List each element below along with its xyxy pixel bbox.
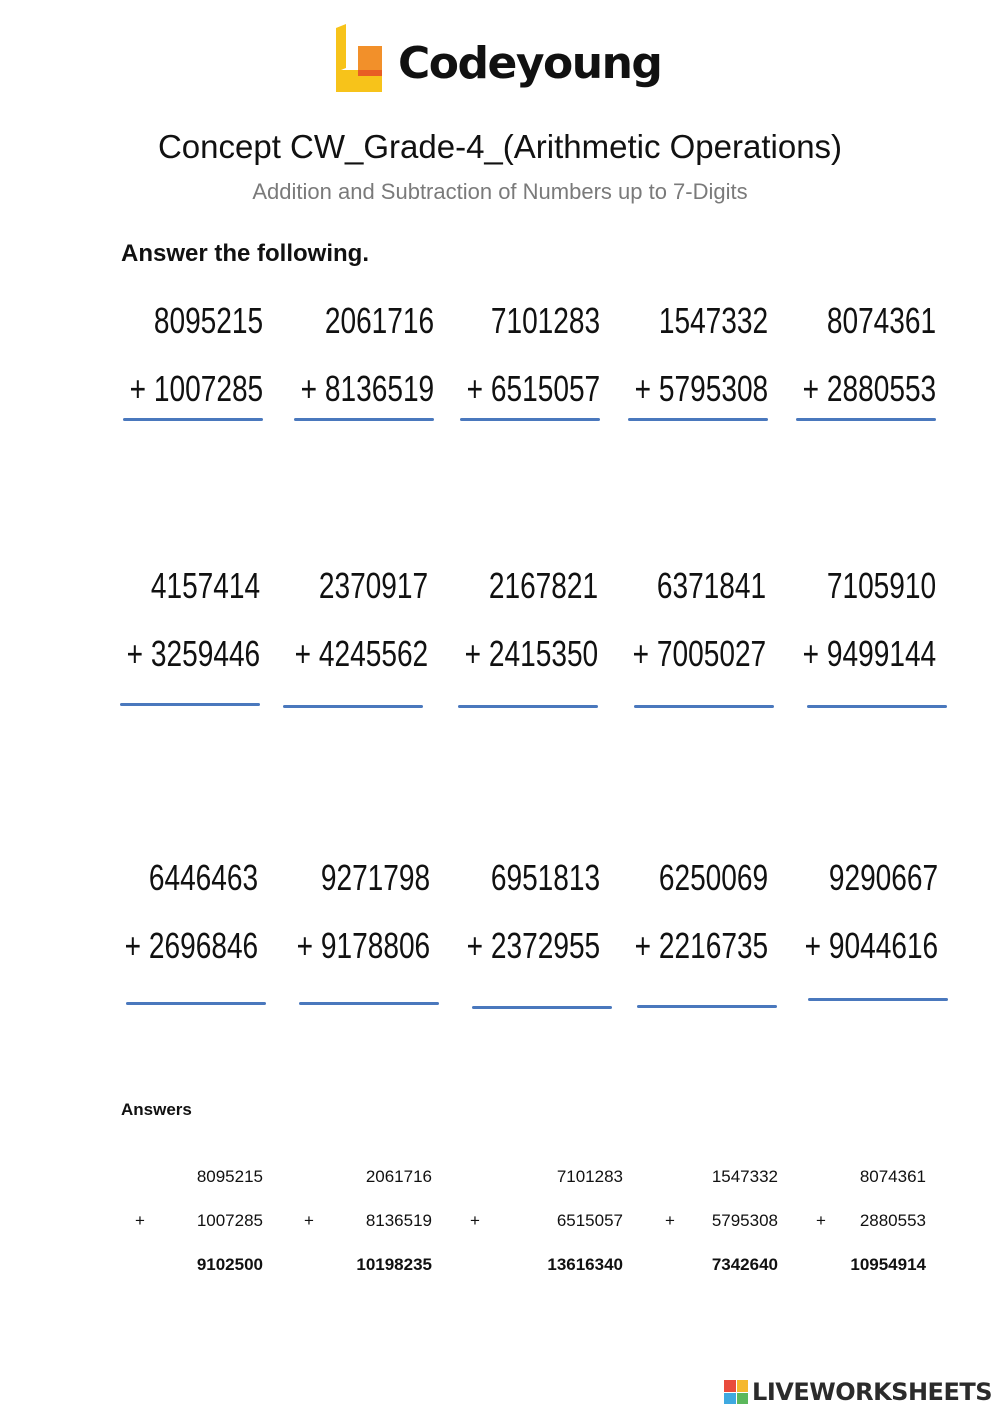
problem-13 [460, 857, 610, 987]
problem-top-number: 1547332 [658, 300, 768, 341]
problem-bottom-number: + 2880553 [802, 368, 936, 409]
answer-line[interactable] [637, 1005, 777, 1008]
problem-bottom-number: + 6515057 [466, 368, 600, 409]
answer-line[interactable] [299, 1002, 439, 1005]
problem-12 [290, 857, 440, 987]
answer-addend-a: 7101283 [556, 1167, 623, 1186]
problem-bottom-number: + 3259446 [126, 633, 260, 674]
liveworksheets-logo-icon [724, 1380, 748, 1404]
problem-bottom-number: + 5795308 [634, 368, 768, 409]
answer-addend-a: 2061716 [365, 1167, 432, 1186]
answer-line[interactable] [472, 1006, 612, 1009]
problem-8 [458, 565, 608, 695]
problem-14 [628, 857, 778, 987]
answer-line[interactable] [458, 705, 598, 708]
problem-bottom-number: + 9178806 [296, 925, 430, 966]
liveworksheets-brand: LIVEWORKSHEETS [752, 1378, 992, 1406]
answer-addend-b: 5795308 [711, 1211, 778, 1230]
problem-bottom-number: + 2372955 [466, 925, 600, 966]
answer-sum: 10954914 [850, 1255, 926, 1274]
problem-4 [628, 300, 778, 430]
codeyoung-logo [332, 24, 672, 104]
problem-top-number: 7105910 [826, 565, 936, 606]
problem-bottom-number: + 9499144 [802, 633, 936, 674]
answer-line[interactable] [283, 705, 423, 708]
problem-bottom-number: + 2216735 [634, 925, 768, 966]
answer-addend-a: 8095215 [196, 1167, 263, 1186]
answer-plus-sign: + [135, 1211, 145, 1230]
answer-addend-b: 6515057 [556, 1211, 623, 1230]
answer-sum: 9102500 [196, 1255, 263, 1274]
answer-line[interactable] [796, 418, 936, 421]
answer-line[interactable] [123, 418, 263, 421]
answer-plus-sign: + [665, 1211, 675, 1230]
problem-top-number: 8095215 [153, 300, 263, 341]
answer-plus-sign: + [816, 1211, 826, 1230]
problem-top-number: 2167821 [488, 565, 598, 606]
problem-top-number: 4157414 [150, 565, 260, 606]
page-subtitle: Addition and Subtraction of Numbers up to 7-Digits [252, 179, 748, 204]
problem-3 [460, 300, 610, 430]
answer-addend-a: 1547332 [711, 1167, 778, 1186]
problem-bottom-number: + 9044616 [804, 925, 938, 966]
problem-bottom-number: + 2696846 [124, 925, 258, 966]
codeyoung-logo-icon [332, 24, 388, 96]
answer-line[interactable] [807, 705, 947, 708]
problem-top-number: 7101283 [490, 300, 600, 341]
instruction-text: Answer the following. [121, 240, 370, 267]
problem-11 [118, 857, 268, 987]
problem-top-number: 9290667 [828, 857, 938, 898]
problem-2 [294, 300, 444, 430]
answer-sum: 13616340 [547, 1255, 623, 1274]
answer-addend-b: 2880553 [859, 1211, 926, 1230]
problem-top-number: 9271798 [320, 857, 430, 898]
answer-line[interactable] [126, 1002, 266, 1005]
problem-6 [120, 565, 270, 695]
answer-addend-a: 8074361 [859, 1167, 926, 1186]
problem-bottom-number: + 7005027 [632, 633, 766, 674]
answer-line[interactable] [120, 703, 260, 706]
problem-bottom-number: + 8136519 [300, 368, 434, 409]
problem-top-number: 2061716 [324, 300, 434, 341]
answer-addend-b: 8136519 [365, 1211, 432, 1230]
problem-bottom-number: + 4245562 [294, 633, 428, 674]
problem-top-number: 8074361 [826, 300, 936, 341]
problem-10 [796, 565, 946, 695]
problem-9 [626, 565, 776, 695]
answers-heading: Answers [121, 1100, 192, 1119]
problem-1 [123, 300, 273, 430]
problem-7 [288, 565, 438, 695]
brand-name: Codeyoung [398, 38, 662, 89]
answer-line[interactable] [634, 705, 774, 708]
problem-15 [798, 857, 948, 987]
answer-sum: 7342640 [711, 1255, 778, 1274]
problem-top-number: 6951813 [490, 857, 600, 898]
liveworksheets-watermark [724, 1377, 992, 1407]
answer-plus-sign: + [304, 1211, 314, 1230]
answer-line[interactable] [294, 418, 434, 421]
problem-top-number: 2370917 [318, 565, 428, 606]
answer-line[interactable] [808, 998, 948, 1001]
answer-line[interactable] [460, 418, 600, 421]
problem-top-number: 6446463 [148, 857, 258, 898]
problem-bottom-number: + 2415350 [464, 633, 598, 674]
page-title: Concept CW_Grade-4_(Arithmetic Operations) [157, 128, 843, 165]
answer-line[interactable] [628, 418, 768, 421]
answer-addend-b: 1007285 [196, 1211, 263, 1230]
problem-top-number: 6371841 [656, 565, 766, 606]
problem-top-number: 6250069 [658, 857, 768, 898]
problem-bottom-number: + 1007285 [129, 368, 263, 409]
answer-sum: 10198235 [356, 1255, 432, 1274]
answer-plus-sign: + [470, 1211, 480, 1230]
problem-5 [796, 300, 946, 430]
